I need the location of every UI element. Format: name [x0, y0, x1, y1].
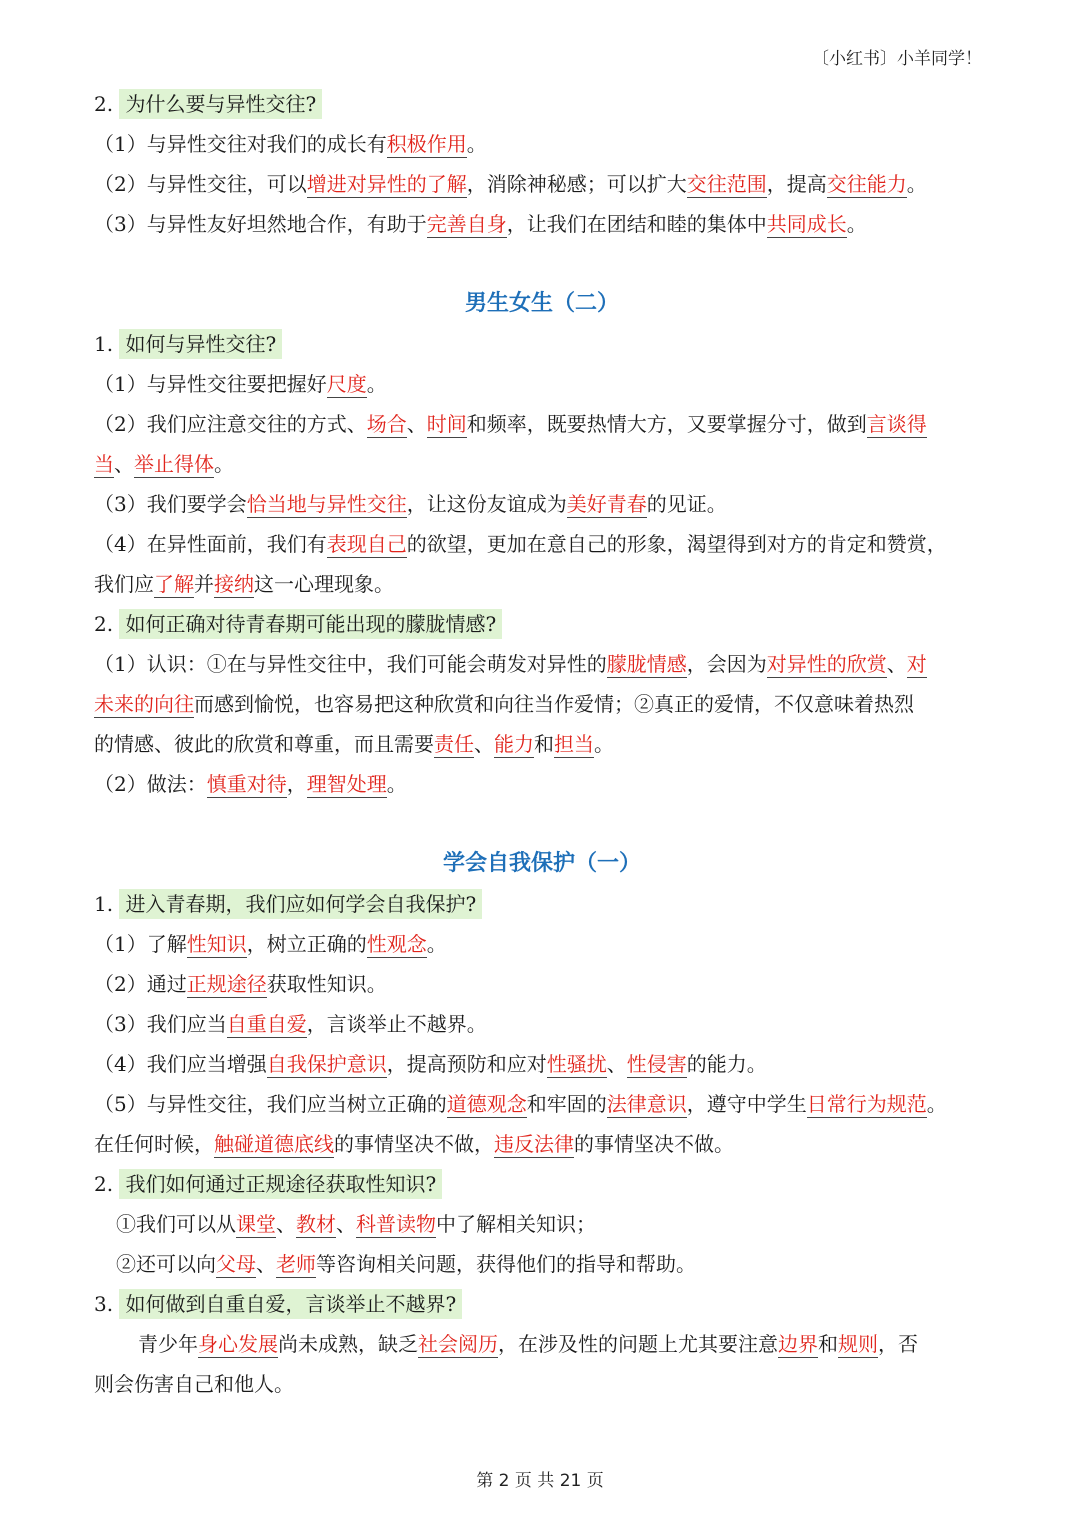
question-heading: 2. 如何正确对待青春期可能出现的朦胧情感?: [94, 604, 990, 644]
keyword: 父母: [216, 1252, 256, 1276]
keyword: 慎重对待: [206, 772, 287, 796]
keyword: 交往范围: [686, 172, 767, 196]
answer-line: 未来的向往而感到愉悦，也容易把这种欣赏和向往当作爱情；②真正的爱情，不仅意味着热烈: [94, 692, 914, 716]
answer-line: 则会伤害自己和他人。: [94, 1372, 294, 1396]
question-highlight: 进入青春期，我们应如何学会自我保护?: [119, 889, 482, 919]
keyword: 场合: [366, 412, 407, 436]
keyword: 性骚扰: [546, 1052, 607, 1076]
keyword: 对异性的欣赏: [766, 652, 887, 676]
keyword: 自重自爱: [226, 1012, 307, 1036]
question-heading: 1. 进入青春期，我们应如何学会自我保护?: [94, 884, 990, 924]
answer-line: （3）我们要学会恰当地与异性交往，让这份友谊成为美好青春的见证。: [94, 492, 727, 516]
keyword: 朦胧情感: [606, 652, 687, 676]
keyword: 性知识: [186, 932, 247, 956]
keyword: 表现自己: [326, 532, 407, 556]
header-note: 〔小红书〕小羊同学！: [812, 49, 982, 69]
keyword: 当: [94, 452, 114, 476]
keyword: 积极作用: [386, 132, 467, 156]
keyword: 边界: [778, 1332, 818, 1356]
keyword: 法律意识: [606, 1092, 687, 1116]
keyword: 课堂: [236, 1212, 276, 1236]
keyword: 美好青春: [566, 492, 647, 516]
keyword: 正规途径: [186, 972, 267, 996]
keyword: 对: [906, 652, 927, 676]
keyword: 老师: [276, 1252, 316, 1276]
keyword: 触碰道德底线: [214, 1132, 334, 1156]
keyword: 科普读物: [356, 1212, 436, 1236]
keyword: 举止得体: [134, 452, 214, 476]
keyword: 教材: [296, 1212, 336, 1236]
page-footer: 第 2 页 共 21 页: [476, 1471, 604, 1491]
keyword: 身心发展: [198, 1332, 278, 1356]
keyword: 共同成长: [766, 212, 847, 236]
question-highlight: 如何与异性交往?: [119, 329, 282, 359]
answer-line: 的情感、彼此的欣赏和尊重，而且需要责任、能力和担当。: [94, 732, 614, 756]
keyword: 恰当地与异性交往: [246, 492, 407, 516]
answer-line: （2）我们应注意交往的方式、场合、时间和频率，既要热情大方，又要掌握分寸，做到言谈得: [94, 412, 927, 436]
question-heading: 2. 我们如何通过正规途径获取性知识?: [94, 1164, 990, 1204]
question-highlight: 如何正确对待青春期可能出现的朦胧情感?: [119, 609, 502, 639]
answer-line: （1）了解性知识，树立正确的性观念。: [94, 932, 447, 956]
answer-line: （2）与异性交往，可以增进对异性的了解，消除神秘感；可以扩大交往范围，提高交往能力。: [94, 172, 927, 196]
keyword: 社会阅历: [418, 1332, 498, 1356]
question-highlight: 如何做到自重自爱，言谈举止不越界?: [119, 1289, 462, 1319]
answer-line: （1）与异性交往对我们的成长有积极作用。: [94, 132, 487, 156]
answer-line: （2）通过正规途径获取性知识。: [94, 972, 387, 996]
keyword: 理智处理: [306, 772, 387, 796]
keyword: 未来的向往: [94, 692, 194, 716]
answer-line: 当、举止得体。: [94, 452, 234, 476]
keyword: 性观念: [366, 932, 427, 956]
answer-line: ②还可以向父母、老师等咨询相关问题，获得他们的指导和帮助。: [116, 1252, 696, 1276]
answer-line: （4）我们应当增强自我保护意识，提高预防和应对性骚扰、性侵害的能力。: [94, 1052, 767, 1076]
keyword: 规则: [838, 1332, 878, 1356]
answer-line: 我们应了解并接纳这一心理现象。: [94, 572, 394, 596]
answer-line: （3）与异性友好坦然地合作，有助于完善自身，让我们在团结和睦的集体中共同成长。: [94, 212, 867, 236]
section-title: 学会自我保护（一）: [442, 851, 641, 876]
answer-line: （1）认识：①在与异性交往中，我们可能会萌发对异性的朦胧情感，会因为对异性的欣赏、对: [94, 652, 927, 676]
answer-line: （3）我们应当自重自爱，言谈举止不越界。: [94, 1012, 487, 1036]
question-highlight: 为什么要与异性交往?: [119, 89, 322, 119]
section-title: 男生女生（二）: [464, 291, 619, 316]
answer-line: ①我们可以从课堂、教材、科普读物中了解相关知识；: [116, 1212, 596, 1236]
keyword: 完善自身: [426, 212, 507, 236]
keyword: 了解: [154, 572, 194, 596]
question-heading: 2. 为什么要与异性交往?: [94, 84, 990, 124]
answer-line: （2）做法：慎重对待，理智处理。: [94, 772, 407, 796]
keyword: 尺度: [326, 372, 367, 396]
question-heading: 1. 如何与异性交往?: [94, 324, 990, 364]
keyword: 能力: [494, 732, 534, 756]
keyword: 道德观念: [446, 1092, 527, 1116]
page-content: [94, 84, 990, 1404]
answer-line: （1）与异性交往要把握好尺度。: [94, 372, 387, 396]
answer-line: （5）与异性交往，我们应当树立正确的道德观念和牢固的法律意识，遵守中学生日常行为规范。: [94, 1092, 947, 1116]
keyword: 接纳: [214, 572, 254, 596]
keyword: 时间: [426, 412, 467, 436]
keyword: 交往能力: [826, 172, 907, 196]
answer-line: （4）在异性面前，我们有表现自己的欲望，更加在意自己的形象，渴望得到对方的肯定和赞赏，: [94, 532, 947, 556]
keyword: 性侵害: [626, 1052, 687, 1076]
keyword: 自我保护意识: [266, 1052, 387, 1076]
question-heading: 3. 如何做到自重自爱，言谈举止不越界?: [94, 1284, 990, 1324]
keyword: 担当: [554, 732, 594, 756]
keyword: 日常行为规范: [806, 1092, 927, 1116]
answer-line: 在任何时候，触碰道德底线的事情坚决不做，违反法律的事情坚决不做。: [94, 1132, 734, 1156]
keyword: 责任: [434, 732, 474, 756]
keyword: 违反法律: [494, 1132, 574, 1156]
answer-line: 青少年身心发展尚未成熟，缺乏社会阅历，在涉及性的问题上尤其要注意边界和规则，否: [138, 1332, 918, 1356]
question-highlight: 我们如何通过正规途径获取性知识?: [119, 1169, 442, 1199]
keyword: 增进对异性的了解: [306, 172, 467, 196]
keyword: 言谈得: [866, 412, 927, 436]
